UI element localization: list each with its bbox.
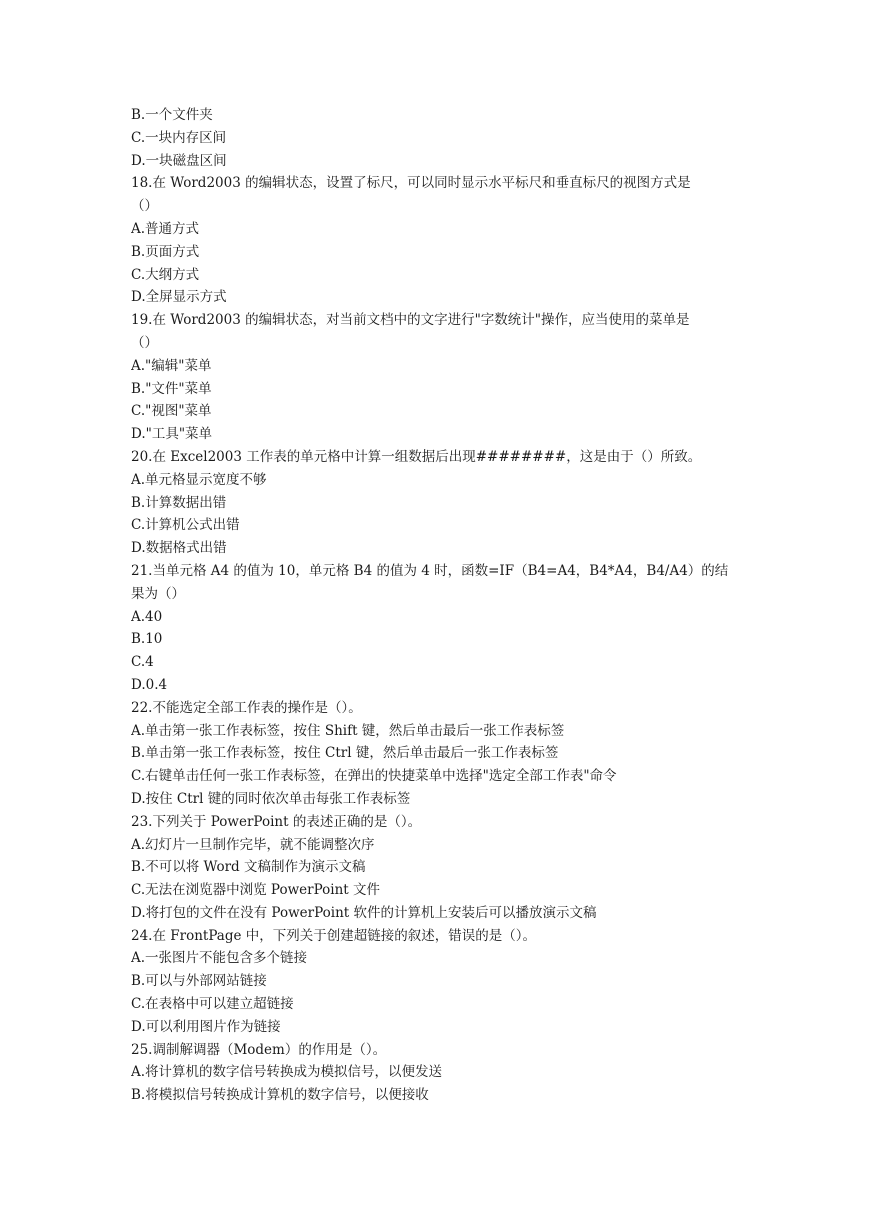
option-line: C.在表格中可以建立超链接: [131, 996, 294, 1013]
option-line: A.一张图片不能包含多个链接: [131, 950, 308, 967]
option-line: C.大纲方式: [131, 266, 200, 283]
option-line: A.普通方式: [131, 220, 200, 237]
option-line: A.40: [131, 608, 163, 625]
text-line: （）: [131, 334, 158, 351]
option-line: A."编辑"菜单: [131, 357, 212, 374]
option-line: B.计算数据出错: [131, 494, 227, 511]
text-line: 果为（）: [131, 585, 185, 602]
option-line: C.右键单击任何一张工作表标签，在弹出的快捷菜单中选择"选定全部工作表"命令: [131, 768, 617, 785]
option-line: A.单击第一张工作表标签，按住 Shift 键，然后单击最后一张工作表标签: [131, 722, 565, 739]
option-line: B.将模拟信号转换成计算机的数字信号，以便接收: [131, 1087, 429, 1104]
option-line: B."文件"菜单: [131, 380, 212, 397]
option-line: D.数据格式出错: [131, 540, 227, 557]
option-line: C.计算机公式出错: [131, 517, 240, 534]
text-line: （）: [131, 198, 158, 215]
question-line: 24.在 FrontPage 中，下列关于创建超链接的叙述，错误的是（）。: [131, 927, 537, 944]
question-line: 20.在 Excel2003 工作表的单元格中计算一组数据后出现########，这是由于（）所致。: [131, 448, 702, 465]
option-line: D.0.4: [131, 676, 168, 693]
question-line: 19.在 Word2003 的编辑状态，对当前文档中的文字进行"字数统计"操作，应当使用的菜单是: [131, 312, 690, 329]
document-body: [131, 104, 741, 1107]
question-line: 21.当单元格 A4 的值为 10，单元格 B4 的值为 4 时，函数=IF（B4=A4，B4*A4，B4/A4）的结: [131, 562, 729, 579]
option-line: B.可以与外部网站链接: [131, 973, 267, 990]
option-line: D.按住 Ctrl 键的同时依次单击每张工作表标签: [131, 790, 411, 807]
text-line: D.一块磁盘区间: [131, 152, 227, 169]
option-line: A.幻灯片一旦制作完毕，就不能调整次序: [131, 836, 375, 853]
text-line: B.一个文件夹: [131, 107, 213, 123]
question-line: 18.在 Word2003 的编辑状态，设置了标尺，可以同时显示水平标尺和垂直标尺的视图方式是: [131, 175, 691, 192]
option-line: D.将打包的文件在没有 PowerPoint 软件的计算机上安装后可以播放演示文稿: [131, 904, 597, 921]
option-line: A.将计算机的数字信号转换成为模拟信号，以便发送: [131, 1064, 443, 1081]
option-line: D."工具"菜单: [131, 426, 213, 443]
option-line: C.4: [131, 654, 154, 671]
question-line: 25.调制解调器（Modem）的作用是（）。: [131, 1041, 387, 1058]
question-line: 22.不能选定全部工作表的操作是（）。: [131, 699, 362, 716]
text-line: C.一块内存区间: [131, 129, 227, 146]
option-line: C.无法在浏览器中浏览 PowerPoint 文件: [131, 882, 380, 899]
option-line: C."视图"菜单: [131, 403, 212, 420]
option-line: D.可以利用图片作为链接: [131, 1018, 281, 1035]
option-line: B.页面方式: [131, 243, 200, 260]
option-line: B.10: [131, 631, 163, 648]
question-line: 23.下列关于 PowerPoint 的表述正确的是（）。: [131, 813, 422, 830]
option-line: B.不可以将 Word 文稿制作为演示文稿: [131, 859, 366, 876]
option-line: B.单击第一张工作表标签，按住 Ctrl 键，然后单击最后一张工作表标签: [131, 745, 559, 762]
option-line: A.单元格显示宽度不够: [131, 471, 267, 488]
option-line: D.全屏显示方式: [131, 289, 227, 306]
